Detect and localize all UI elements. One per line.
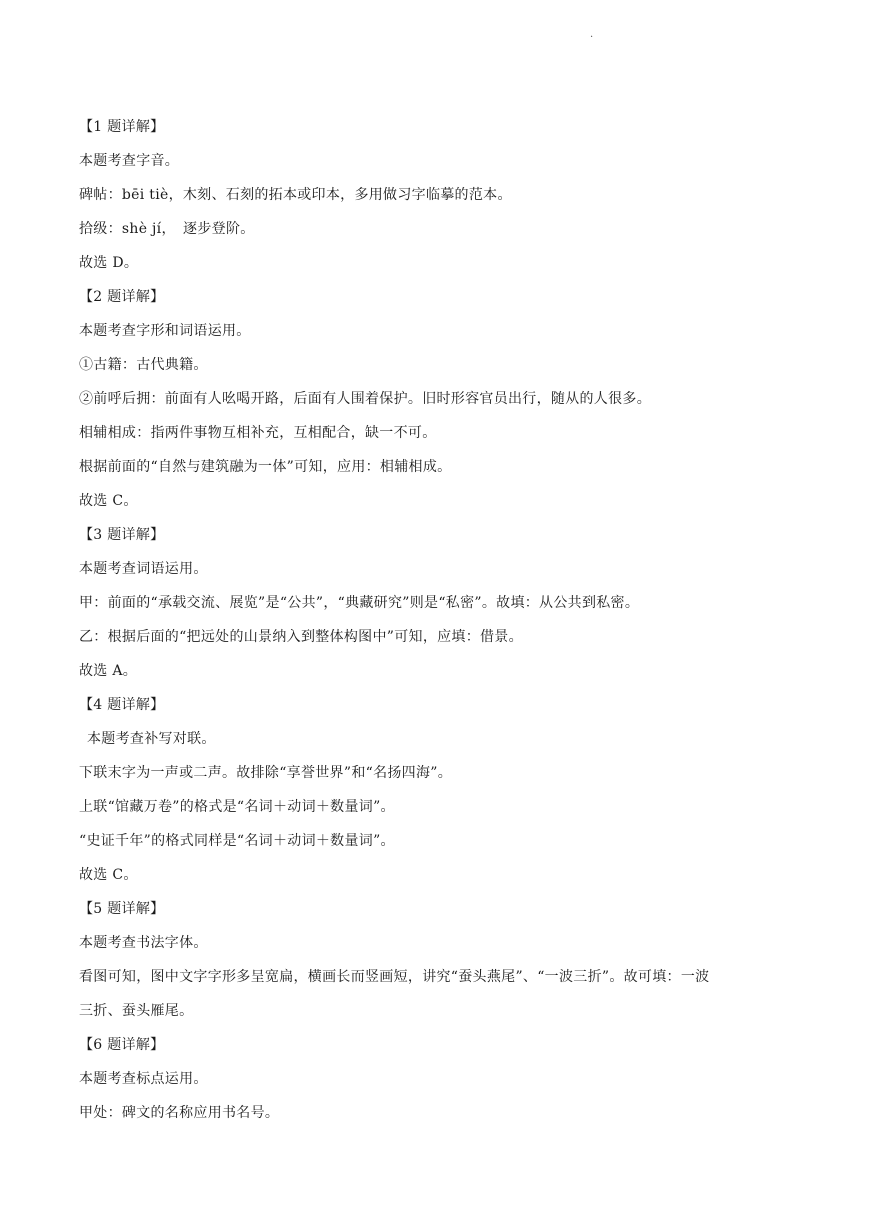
section-1-line-2: 碑帖：bēi tiè，木刻、石刻的拓本或印本，多用做习字临摹的范本。 bbox=[79, 187, 512, 203]
section-1-title: 【1 题详解】 bbox=[79, 119, 165, 135]
section-6-title: 【6 题详解】 bbox=[79, 1037, 165, 1053]
section-5-title: 【5 题详解】 bbox=[79, 901, 165, 917]
section-2-line-6: 故选 C。 bbox=[79, 493, 138, 509]
section-2-line-4: 相辅相成：指两件事物互相补充，互相配合，缺一不可。 bbox=[79, 425, 437, 441]
section-3-line-2: 甲：前面的“承载交流、展览”是“公共”，“典藏研究”则是“私密”。故填：从公共到私密。 bbox=[79, 595, 640, 611]
section-3-line-3: 乙：根据后面的“把远处的山景纳入到整体构图中”可知，应填：借景。 bbox=[79, 629, 523, 645]
section-2-line-2: ①古籍：古代典籍。 bbox=[79, 357, 208, 373]
section-3-title: 【3 题详解】 bbox=[79, 527, 165, 543]
section-4-line-2: 下联末字为一声或二声。故排除“享誉世界”和“名扬四海”。 bbox=[79, 765, 453, 781]
section-3-line-1: 本题考查词语运用。 bbox=[79, 561, 208, 577]
section-4-line-5: 故选 C。 bbox=[79, 867, 138, 883]
section-5-line-2: 看图可知，图中文字字形多呈宽扁，横画长而竖画短，讲究“蚕头燕尾”、“一波三折”。故可填：一波 bbox=[79, 969, 710, 985]
section-3-line-4: 故选 A。 bbox=[79, 663, 138, 679]
section-2-title: 【2 题详解】 bbox=[79, 289, 165, 305]
section-4-line-4: “史证千年”的格式同样是“名词＋动词＋数量词”。 bbox=[79, 833, 395, 849]
section-2-line-5: 根据前面的“自然与建筑融为一体”可知，应用：相辅相成。 bbox=[79, 459, 452, 475]
section-2-line-1: 本题考查字形和词语运用。 bbox=[79, 323, 251, 339]
section-5-line-3: 三折、蚕头雁尾。 bbox=[79, 1003, 194, 1019]
section-2-line-3: ②前呼后拥：前面有人吆喝开路，后面有人围着保护。旧时形容官员出行，随从的人很多。 bbox=[79, 391, 651, 407]
section-4-title: 【4 题详解】 bbox=[79, 697, 165, 713]
section-5-line-1: 本题考查书法字体。 bbox=[79, 935, 208, 951]
section-1-line-1: 本题考查字音。 bbox=[79, 153, 180, 169]
answer-explanations bbox=[79, 110, 789, 1130]
section-6-line-1: 本题考查标点运用。 bbox=[79, 1071, 208, 1087]
section-4-line-1: 本题考查补写对联。 bbox=[87, 731, 216, 747]
section-1-line-3: 拾级：shè jí， 逐步登阶。 bbox=[79, 221, 255, 237]
section-4-line-3: 上联“馆藏万卷”的格式是“名词＋动词＋数量词”。 bbox=[79, 799, 395, 815]
section-6-line-2: 甲处：碑文的名称应用书名号。 bbox=[79, 1105, 280, 1121]
header-mark: . bbox=[590, 29, 594, 40]
section-1-line-4: 故选 D。 bbox=[79, 255, 139, 271]
